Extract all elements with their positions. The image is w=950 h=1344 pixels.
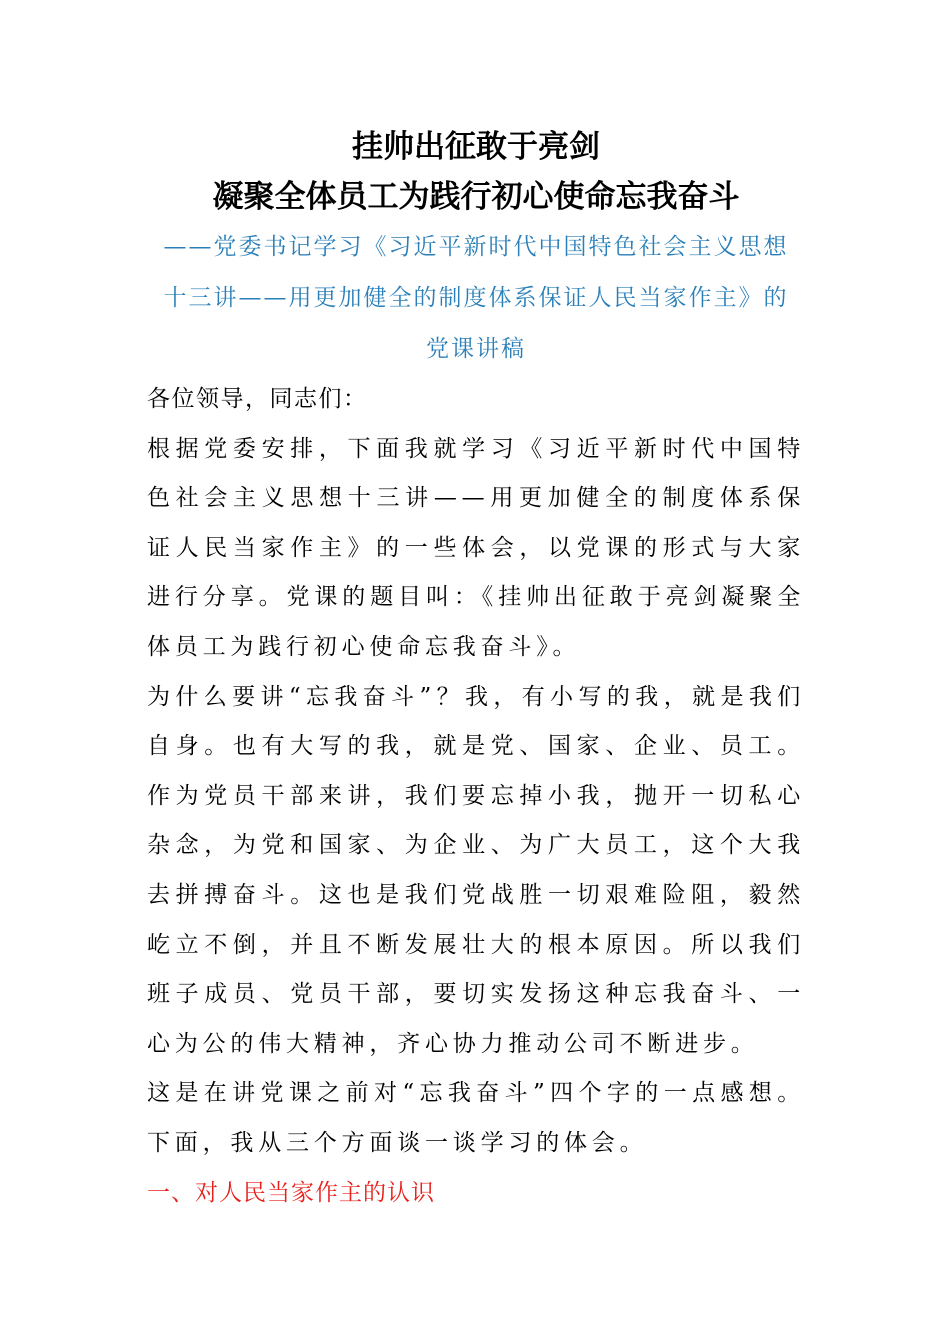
body-paragraph-1: 根据党委安排，下面我就学习《习近平新时代中国特色社会主义思想十三讲——用更加健全的制度体系保证人民当家作主》的一些体会，以党课的形式与大家进行分享。党课的题目叫：《挂帅出征敢于亮剑凝聚全体员工为践行初心使命忘我奋斗》。	[147, 435, 805, 660]
subtitle-line-3: 党课讲稿	[426, 336, 526, 362]
document-subtitle	[147, 222, 805, 375]
salutation: 各位领导，同志们：	[147, 386, 368, 412]
body-paragraph-3: 这是在讲党课之前对“忘我奋斗”四个字的一点感想。下面，我从三个方面谈一谈学习的体会。	[147, 1080, 805, 1156]
subtitle-line-1: ——党委书记学习《习近平新时代中国特色社会主义思想	[163, 234, 789, 260]
subtitle-line-2: 十三讲——用更加健全的制度体系保证人民当家作主》的	[163, 285, 789, 311]
document-page	[147, 122, 805, 1218]
document-title-line-1: 挂帅出征敢于亮剑	[352, 129, 600, 165]
body-paragraph-2: 为什么要讲“忘我奋斗”？我，有小写的我，就是我们自身。也有大写的我，就是党、国家、企业、员工。作为党员干部来讲，我们要忘掉小我，抛开一切私心杂念，为党和国家、为企业、为广大员工，这个大我去拼搏奋斗。这也是我们党战胜一切艰难险阻，毅然屹立不倒，并且不断发展壮大的根本原因。所以我们班子成员、党员干部，要切实发扬这种忘我奋斗、一心为公的伟大精神，齐心协力推动公司不断进步。	[147, 683, 805, 1057]
document-title-line-2: 凝聚全体员工为践行初心使命忘我奋斗	[212, 179, 740, 215]
section-heading: 一、对人民当家作主的认识	[147, 1179, 435, 1206]
